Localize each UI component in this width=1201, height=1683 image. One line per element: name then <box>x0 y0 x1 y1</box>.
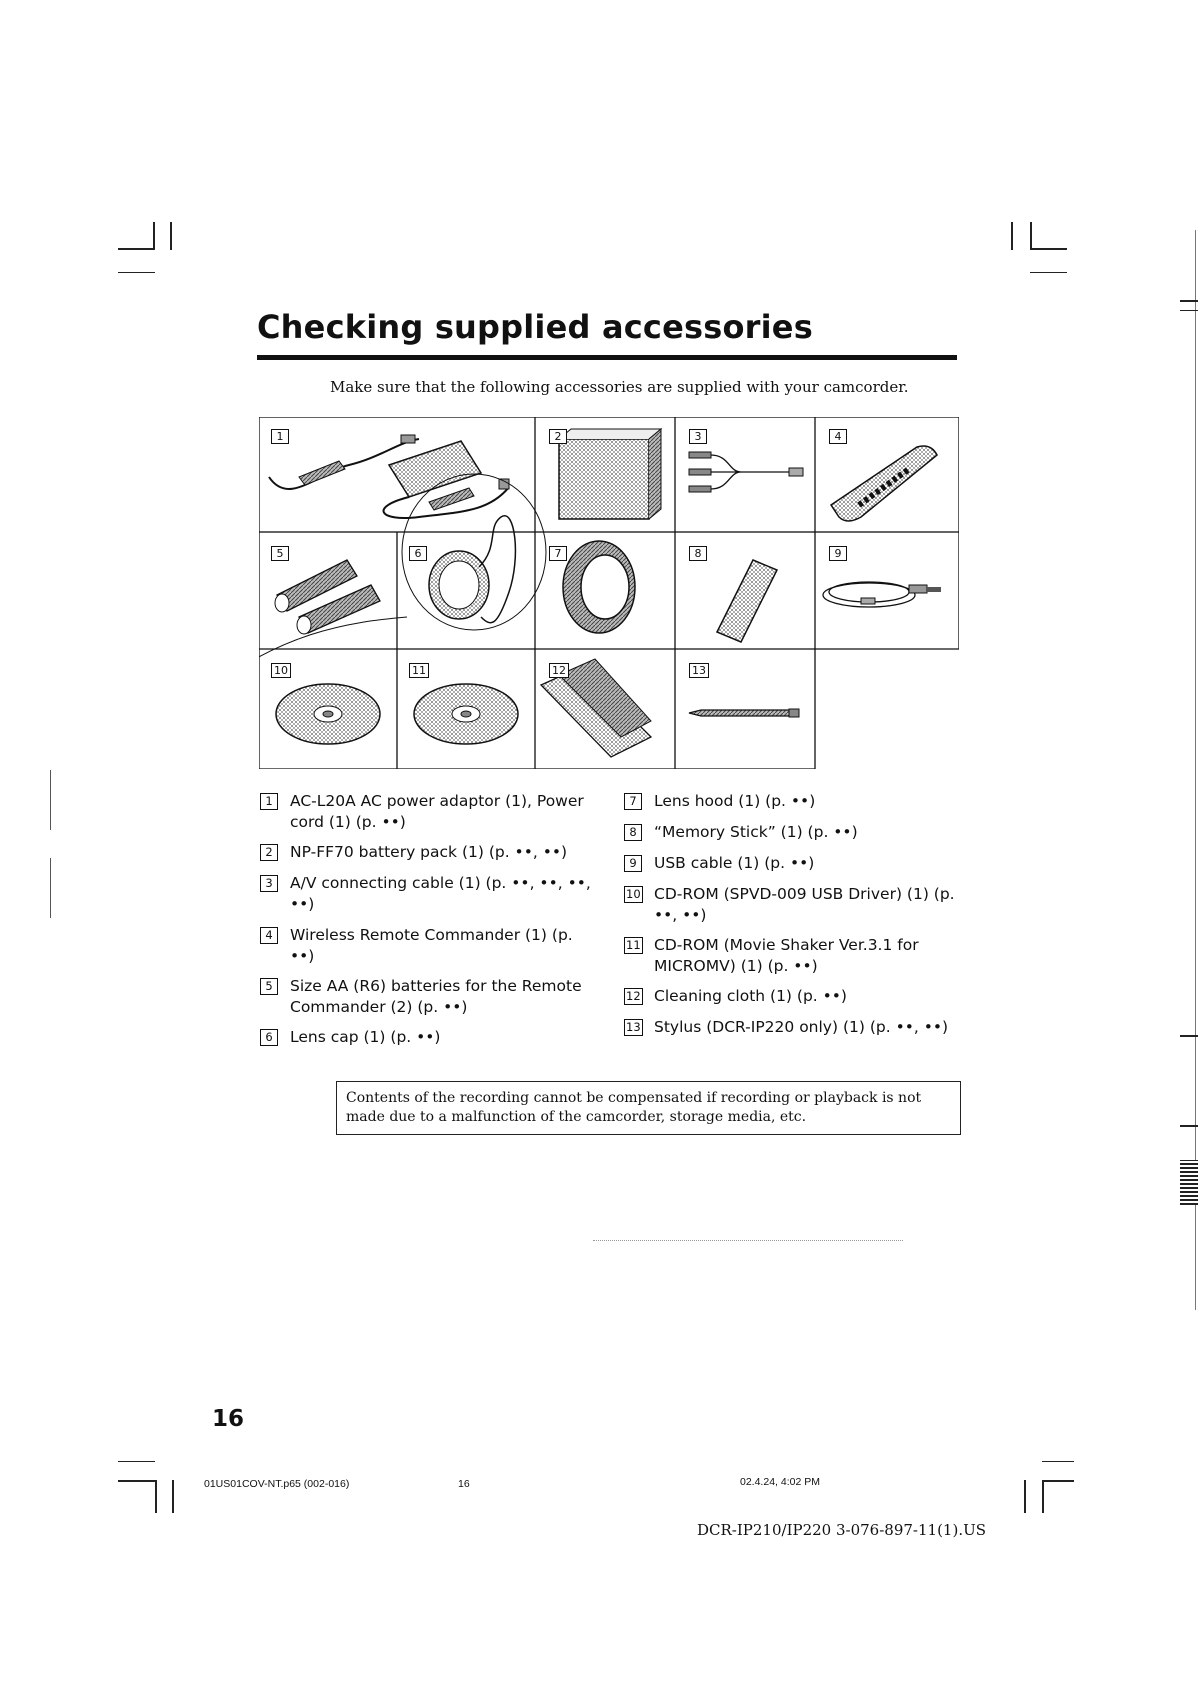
item-text: Lens cap (1) (p. ••) <box>290 1028 441 1046</box>
lens-hood-illustration <box>563 541 635 633</box>
list-item <box>624 822 964 843</box>
crop-mark <box>1042 1480 1044 1513</box>
item-number: 11 <box>626 938 641 952</box>
list-item <box>260 976 600 1018</box>
crop-mark <box>118 248 155 250</box>
list-item <box>260 873 600 915</box>
model-code: DCR-IP210/IP220 3-076-897-11(1).US <box>697 1521 987 1539</box>
memory-stick-illustration <box>717 560 777 642</box>
item-text: Stylus (DCR-IP220 only) (1) (p. ••, ••) <box>654 1018 949 1036</box>
margin-line <box>50 770 51 830</box>
cell-label-11: 11 <box>409 663 429 678</box>
av-cable-illustration <box>689 452 803 492</box>
footer-timestamp: 02.4.24, 4:02 PM <box>740 1476 820 1488</box>
item-text: CD-ROM (SPVD-009 USB Driver) (1) (p. ••, ••) <box>654 885 955 924</box>
list-item <box>624 986 964 1007</box>
ac-adaptor-illustration <box>269 435 509 518</box>
item-number: 13 <box>626 1020 641 1034</box>
item-number: 10 <box>626 887 641 901</box>
cell-label-9: 9 <box>829 546 847 561</box>
cell-label-13: 13 <box>689 663 709 678</box>
scan-edge-mark <box>1180 1035 1198 1037</box>
battery-pack-illustration <box>559 429 661 519</box>
list-item <box>260 842 600 863</box>
list-item <box>624 853 964 874</box>
scan-edge-line <box>1195 230 1196 1310</box>
cell-label-4: 4 <box>829 429 847 444</box>
aa-batteries-illustration <box>275 560 380 634</box>
crop-mark <box>1030 248 1067 250</box>
item-number: 6 <box>260 1029 278 1046</box>
page-title: Checking supplied accessories <box>257 308 813 346</box>
list-item <box>624 935 964 977</box>
scan-edge-mark <box>1180 300 1198 302</box>
item-text: NP-FF70 battery pack (1) (p. ••, ••) <box>290 843 568 861</box>
item-text: Lens hood (1) (p. ••) <box>654 792 816 810</box>
scan-edge-mark <box>1180 1125 1198 1127</box>
remote-commander-illustration <box>831 446 937 521</box>
accessory-grid <box>259 417 959 769</box>
footer-file: 01US01COV-NT.p65 (002-016) <box>204 1478 350 1490</box>
cd-rom-movie-shaker-illustration <box>414 684 518 744</box>
crop-mark <box>1024 1480 1026 1513</box>
accessory-illustrations <box>259 417 959 769</box>
margin-line <box>50 858 51 918</box>
cell-label-10: 10 <box>271 663 291 678</box>
item-number: 5 <box>260 978 278 995</box>
cd-rom-usb-driver-illustration <box>276 684 380 744</box>
page-number: 16 <box>212 1406 245 1432</box>
crop-mark <box>1042 1461 1074 1462</box>
title-underline <box>257 355 957 360</box>
cell-label-2: 2 <box>549 429 567 444</box>
item-number: 12 <box>626 989 641 1003</box>
cell-label-12: 12 <box>549 663 569 678</box>
cell-label-3: 3 <box>689 429 707 444</box>
cell-label-6: 6 <box>409 546 427 561</box>
item-text: A/V connecting cable (1) (p. ••, ••, ••, ••) <box>290 874 591 913</box>
crop-mark <box>118 1461 155 1462</box>
scan-edge-mark <box>1180 310 1198 311</box>
item-number: 1 <box>260 793 278 810</box>
list-item <box>260 1027 600 1048</box>
crop-mark <box>170 222 172 250</box>
footer-page: 16 <box>458 1478 470 1490</box>
intro-text: Make sure that the following accessories are supplied with your camcorder. <box>330 378 909 396</box>
list-item <box>624 791 964 812</box>
list-item <box>260 925 600 967</box>
stylus-illustration <box>689 709 799 717</box>
list-item <box>624 1017 984 1038</box>
crop-mark <box>118 272 155 273</box>
cell-label-1: 1 <box>271 429 289 444</box>
item-text: Size AA (R6) batteries for the Remote Commander (2) (p. ••) <box>290 977 582 1016</box>
crop-mark <box>118 1480 155 1482</box>
crop-mark <box>172 1480 174 1513</box>
dotted-separator <box>593 1240 903 1241</box>
item-text: CD-ROM (Movie Shaker Ver.3.1 for MICROMV) (1) (p. ••) <box>654 936 919 975</box>
crop-mark <box>155 1480 157 1513</box>
crop-mark <box>153 222 155 250</box>
crop-mark <box>1030 272 1067 273</box>
item-number: 9 <box>624 855 642 872</box>
crop-mark <box>1011 222 1013 250</box>
item-text: “Memory Stick” (1) (p. ••) <box>654 823 858 841</box>
item-text: Cleaning cloth (1) (p. ••) <box>654 987 847 1005</box>
list-item <box>624 884 964 926</box>
item-text: AC-L20A AC power adaptor (1), Power cord (1) (p. ••) <box>290 792 584 831</box>
item-number: 8 <box>624 824 642 841</box>
scan-edge-mark <box>1180 1160 1198 1205</box>
item-text: USB cable (1) (p. ••) <box>654 854 815 872</box>
item-text: Wireless Remote Commander (1) (p. ••) <box>290 926 573 965</box>
cell-label-5: 5 <box>271 546 289 561</box>
cell-label-8: 8 <box>689 546 707 561</box>
item-number: 2 <box>260 844 278 861</box>
item-number: 3 <box>260 875 278 892</box>
crop-mark <box>1030 222 1032 250</box>
crop-mark <box>1042 1480 1074 1482</box>
item-number: 7 <box>624 793 642 810</box>
item-number: 4 <box>260 927 278 944</box>
caution-note: Contents of the recording cannot be compensated if recording or playback is not made due to a malfunction of the camcorder, storage media, etc. <box>336 1081 961 1135</box>
usb-cable-illustration <box>823 582 941 607</box>
list-item <box>260 791 600 833</box>
cell-label-7: 7 <box>549 546 567 561</box>
